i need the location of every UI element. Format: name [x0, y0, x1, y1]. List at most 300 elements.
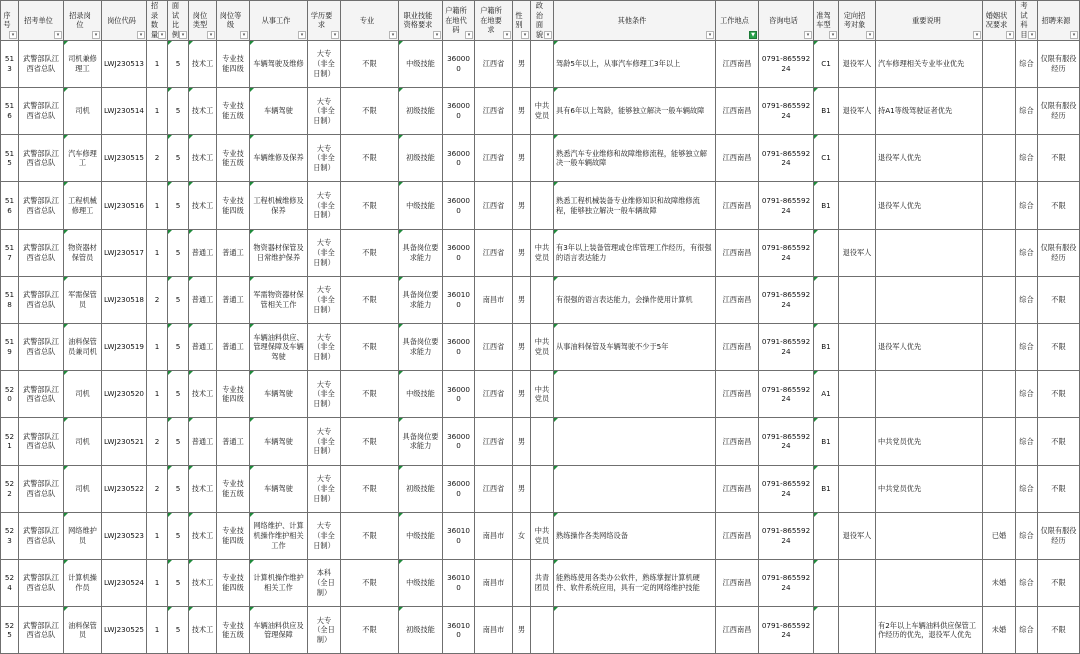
cell-edu[interactable]: 大专（全日制） — [308, 607, 341, 654]
cell-post[interactable]: 油料保管员兼司机 — [64, 324, 102, 371]
column-header-license[interactable] — [814, 1, 839, 41]
cell-marriage[interactable] — [983, 276, 1016, 323]
cell-seq[interactable]: 513 — [1, 40, 19, 87]
cell-work[interactable]: 车辆驾驶 — [250, 465, 308, 512]
cell-grade[interactable]: 普通工 — [217, 418, 250, 465]
cell-target[interactable] — [839, 371, 876, 418]
cell-edu[interactable]: 大专（非全日制） — [308, 512, 341, 559]
cell-seq[interactable]: 515 — [1, 135, 19, 182]
filter-dropdown-icon[interactable]: ▾ — [433, 31, 441, 39]
table-row[interactable] — [1, 229, 1080, 276]
cell-location[interactable]: 江西南昌 — [716, 512, 759, 559]
cell-target[interactable]: 退役军人 — [839, 88, 876, 135]
cell-code[interactable]: LWJ230522 — [102, 465, 147, 512]
cell-work[interactable]: 网络维护、计算机操作维护相关工作 — [250, 512, 308, 559]
cell-other[interactable]: 从事油料保管及车辆驾驶不少于5年 — [554, 324, 716, 371]
cell-location[interactable]: 江西南昌 — [716, 40, 759, 87]
cell-phone[interactable]: 0791-86559224 — [759, 465, 814, 512]
cell-grade[interactable]: 专业技能四级 — [217, 512, 250, 559]
cell-target[interactable] — [839, 559, 876, 606]
column-header-hukou_region[interactable] — [475, 1, 513, 41]
cell-grade[interactable]: 专业技能五级 — [217, 465, 250, 512]
cell-marriage[interactable] — [983, 40, 1016, 87]
cell-hukou_place[interactable]: 360100 — [443, 276, 475, 323]
cell-note[interactable] — [876, 276, 983, 323]
cell-political[interactable]: 中共党员 — [531, 371, 554, 418]
cell-gender[interactable]: 男 — [513, 418, 531, 465]
cell-ratio[interactable]: 5 — [168, 324, 189, 371]
cell-license[interactable]: C1 — [814, 40, 839, 87]
cell-edu[interactable]: 大专（非全日制） — [308, 465, 341, 512]
cell-unit[interactable]: 武警部队江西省总队 — [19, 465, 64, 512]
cell-marriage[interactable] — [983, 324, 1016, 371]
cell-political[interactable]: 共青团员 — [531, 559, 554, 606]
cell-license[interactable]: C1 — [814, 135, 839, 182]
cell-gender[interactable]: 男 — [513, 324, 531, 371]
cell-code[interactable]: LWJ230524 — [102, 559, 147, 606]
cell-major[interactable]: 不限 — [341, 40, 399, 87]
cell-subject[interactable]: 综合 — [1016, 324, 1038, 371]
cell-edu[interactable]: 大专（非全日制） — [308, 371, 341, 418]
cell-seq[interactable]: 525 — [1, 607, 19, 654]
cell-note[interactable] — [876, 371, 983, 418]
cell-hukou_region[interactable]: 江西省 — [475, 182, 513, 229]
cell-gender[interactable]: 女 — [513, 512, 531, 559]
table-row[interactable] — [1, 40, 1080, 87]
cell-gender[interactable]: 男 — [513, 607, 531, 654]
cell-location[interactable]: 江西南昌 — [716, 229, 759, 276]
cell-skill[interactable]: 具备岗位要求能力 — [399, 324, 443, 371]
cell-location[interactable]: 江西南昌 — [716, 371, 759, 418]
cell-unit[interactable]: 武警部队江西省总队 — [19, 135, 64, 182]
cell-seq[interactable]: 524 — [1, 559, 19, 606]
cell-source[interactable]: 不限 — [1038, 276, 1080, 323]
active-filter-icon[interactable]: ▼ — [749, 31, 757, 39]
cell-ratio[interactable]: 5 — [168, 276, 189, 323]
cell-hukou_place[interactable]: 360000 — [443, 135, 475, 182]
cell-work[interactable]: 军需物资器材保管相关工作 — [250, 276, 308, 323]
cell-major[interactable]: 不限 — [341, 607, 399, 654]
filter-dropdown-icon[interactable]: ▾ — [866, 31, 874, 39]
cell-political[interactable] — [531, 182, 554, 229]
cell-unit[interactable]: 武警部队江西省总队 — [19, 229, 64, 276]
cell-phone[interactable]: 0791-86559224 — [759, 40, 814, 87]
cell-location[interactable]: 江西南昌 — [716, 135, 759, 182]
cell-marriage[interactable] — [983, 182, 1016, 229]
column-header-target[interactable] — [839, 1, 876, 41]
cell-marriage[interactable]: 已婚 — [983, 512, 1016, 559]
cell-marriage[interactable] — [983, 465, 1016, 512]
cell-skill[interactable]: 中级技能 — [399, 182, 443, 229]
filter-dropdown-icon[interactable]: ▾ — [92, 31, 100, 39]
cell-gender[interactable]: 男 — [513, 465, 531, 512]
cell-source[interactable]: 不限 — [1038, 418, 1080, 465]
cell-skill[interactable]: 初级技能 — [399, 465, 443, 512]
cell-work[interactable]: 车辆驾驶 — [250, 371, 308, 418]
column-header-grade[interactable] — [217, 1, 250, 41]
column-header-seq[interactable] — [1, 1, 19, 41]
cell-major[interactable]: 不限 — [341, 229, 399, 276]
cell-seq[interactable]: 523 — [1, 512, 19, 559]
cell-hukou_place[interactable]: 360100 — [443, 559, 475, 606]
cell-skill[interactable]: 初级技能 — [399, 135, 443, 182]
cell-seq[interactable]: 517 — [1, 229, 19, 276]
column-header-major[interactable] — [341, 1, 399, 41]
cell-other[interactable] — [554, 607, 716, 654]
cell-other[interactable]: 有很强的语言表达能力，会操作使用计算机 — [554, 276, 716, 323]
table-row[interactable] — [1, 512, 1080, 559]
cell-political[interactable] — [531, 40, 554, 87]
filter-dropdown-icon[interactable]: ▾ — [9, 31, 17, 39]
cell-phone[interactable]: 0791-86559224 — [759, 135, 814, 182]
cell-ptype[interactable]: 技术工 — [189, 88, 217, 135]
cell-count[interactable]: 1 — [147, 559, 168, 606]
cell-phone[interactable]: 0791-86559224 — [759, 559, 814, 606]
cell-code[interactable]: LWJ230514 — [102, 88, 147, 135]
cell-hukou_place[interactable]: 360100 — [443, 512, 475, 559]
cell-source[interactable]: 不限 — [1038, 135, 1080, 182]
column-header-subject[interactable] — [1016, 1, 1038, 41]
table-row[interactable] — [1, 324, 1080, 371]
cell-work[interactable]: 计算机操作维护相关工作 — [250, 559, 308, 606]
cell-skill[interactable]: 中级技能 — [399, 559, 443, 606]
cell-grade[interactable]: 专业技能四级 — [217, 40, 250, 87]
cell-marriage[interactable] — [983, 371, 1016, 418]
cell-marriage[interactable]: 未婚 — [983, 607, 1016, 654]
column-header-edu[interactable] — [308, 1, 341, 41]
cell-code[interactable]: LWJ230520 — [102, 371, 147, 418]
filter-dropdown-icon[interactable]: ▾ — [389, 31, 397, 39]
filter-dropdown-icon[interactable]: ▾ — [465, 31, 473, 39]
cell-grade[interactable]: 专业技能五级 — [217, 607, 250, 654]
cell-marriage[interactable] — [983, 418, 1016, 465]
cell-ptype[interactable]: 技术工 — [189, 465, 217, 512]
cell-hukou_place[interactable]: 360000 — [443, 418, 475, 465]
cell-license[interactable]: B1 — [814, 418, 839, 465]
column-header-note[interactable] — [876, 1, 983, 41]
cell-source[interactable]: 仅限有服役经历 — [1038, 512, 1080, 559]
cell-work[interactable]: 车辆驾驶 — [250, 88, 308, 135]
cell-unit[interactable]: 武警部队江西省总队 — [19, 324, 64, 371]
cell-other[interactable] — [554, 371, 716, 418]
cell-ratio[interactable]: 5 — [168, 88, 189, 135]
cell-unit[interactable]: 武警部队江西省总队 — [19, 276, 64, 323]
cell-post[interactable]: 工程机械修理工 — [64, 182, 102, 229]
cell-location[interactable]: 江西南昌 — [716, 182, 759, 229]
cell-target[interactable] — [839, 465, 876, 512]
cell-other[interactable]: 能熟练使用各类办公软件，熟练掌握计算机硬件、软件系统应用，具有一定的网络维护技能 — [554, 559, 716, 606]
cell-hukou_region[interactable]: 南昌市 — [475, 607, 513, 654]
cell-ptype[interactable]: 技术工 — [189, 512, 217, 559]
filter-dropdown-icon[interactable]: ▾ — [521, 31, 529, 39]
cell-post[interactable]: 汽车修理工 — [64, 135, 102, 182]
cell-license[interactable]: B1 — [814, 324, 839, 371]
filter-dropdown-icon[interactable]: ▾ — [1028, 31, 1036, 39]
column-header-gender[interactable] — [513, 1, 531, 41]
cell-gender[interactable]: 男 — [513, 276, 531, 323]
cell-edu[interactable]: 大专（非全日制） — [308, 324, 341, 371]
cell-ratio[interactable]: 5 — [168, 607, 189, 654]
cell-political[interactable]: 中共党员 — [531, 229, 554, 276]
cell-seq[interactable]: 516 — [1, 182, 19, 229]
cell-ptype[interactable]: 技术工 — [189, 371, 217, 418]
cell-post[interactable]: 司机 — [64, 418, 102, 465]
cell-hukou_place[interactable]: 360000 — [443, 229, 475, 276]
cell-subject[interactable]: 综合 — [1016, 182, 1038, 229]
cell-major[interactable]: 不限 — [341, 465, 399, 512]
cell-political[interactable] — [531, 607, 554, 654]
cell-location[interactable]: 江西南昌 — [716, 324, 759, 371]
cell-ratio[interactable]: 5 — [168, 465, 189, 512]
column-header-marriage[interactable] — [983, 1, 1016, 41]
cell-political[interactable]: 中共党员 — [531, 512, 554, 559]
cell-code[interactable]: LWJ230516 — [102, 182, 147, 229]
cell-hukou_region[interactable]: 江西省 — [475, 418, 513, 465]
cell-political[interactable]: 中共党员 — [531, 324, 554, 371]
cell-source[interactable]: 不限 — [1038, 182, 1080, 229]
cell-major[interactable]: 不限 — [341, 276, 399, 323]
cell-ptype[interactable]: 技术工 — [189, 607, 217, 654]
cell-edu[interactable]: 大专（非全日制） — [308, 276, 341, 323]
cell-count[interactable]: 1 — [147, 229, 168, 276]
cell-source[interactable]: 不限 — [1038, 324, 1080, 371]
cell-hukou_region[interactable]: 江西省 — [475, 135, 513, 182]
cell-note[interactable]: 中共党员优先 — [876, 418, 983, 465]
cell-grade[interactable]: 专业技能四级 — [217, 182, 250, 229]
cell-phone[interactable]: 0791-86559224 — [759, 324, 814, 371]
cell-license[interactable]: B1 — [814, 88, 839, 135]
cell-hukou_place[interactable]: 360000 — [443, 324, 475, 371]
cell-unit[interactable]: 武警部队江西省总队 — [19, 40, 64, 87]
cell-hukou_place[interactable]: 360000 — [443, 88, 475, 135]
cell-unit[interactable]: 武警部队江西省总队 — [19, 182, 64, 229]
cell-political[interactable] — [531, 418, 554, 465]
cell-post[interactable]: 网络维护员 — [64, 512, 102, 559]
cell-unit[interactable]: 武警部队江西省总队 — [19, 559, 64, 606]
cell-work[interactable]: 工程机械维修及保养 — [250, 182, 308, 229]
cell-license[interactable]: A1 — [814, 371, 839, 418]
filter-dropdown-icon[interactable]: ▾ — [54, 31, 62, 39]
cell-post[interactable]: 计算机操作员 — [64, 559, 102, 606]
cell-edu[interactable]: 大专（非全日制） — [308, 182, 341, 229]
cell-seq[interactable]: 522 — [1, 465, 19, 512]
cell-hukou_place[interactable]: 360000 — [443, 40, 475, 87]
cell-major[interactable]: 不限 — [341, 135, 399, 182]
cell-source[interactable]: 不限 — [1038, 607, 1080, 654]
cell-other[interactable]: 驾龄5年以上，从事汽车修理工3年以上 — [554, 40, 716, 87]
cell-target[interactable] — [839, 324, 876, 371]
cell-count[interactable]: 1 — [147, 371, 168, 418]
cell-edu[interactable]: 本科（全日制） — [308, 559, 341, 606]
filter-dropdown-icon[interactable]: ▾ — [331, 31, 339, 39]
cell-other[interactable]: 熟悉工程机械装备专业维修知识和故障维修流程，能够独立解决一般车辆故障 — [554, 182, 716, 229]
cell-phone[interactable]: 0791-86559224 — [759, 512, 814, 559]
cell-ptype[interactable]: 普通工 — [189, 418, 217, 465]
table-row[interactable] — [1, 607, 1080, 654]
column-header-hukou_place[interactable] — [443, 1, 475, 41]
filter-dropdown-icon[interactable]: ▾ — [973, 31, 981, 39]
cell-post[interactable]: 司机兼修理工 — [64, 40, 102, 87]
table-row[interactable] — [1, 135, 1080, 182]
cell-subject[interactable]: 综合 — [1016, 559, 1038, 606]
cell-count[interactable]: 1 — [147, 607, 168, 654]
cell-count[interactable]: 1 — [147, 512, 168, 559]
cell-other[interactable]: 熟练操作各类网络设备 — [554, 512, 716, 559]
cell-edu[interactable]: 大专（非全日制） — [308, 88, 341, 135]
cell-major[interactable]: 不限 — [341, 88, 399, 135]
cell-other[interactable]: 熟悉汽车专业维修和故障维修流程，能够独立解决一般车辆故障 — [554, 135, 716, 182]
cell-post[interactable]: 司机 — [64, 465, 102, 512]
cell-hukou_place[interactable]: 360000 — [443, 465, 475, 512]
cell-gender[interactable]: 男 — [513, 182, 531, 229]
cell-subject[interactable]: 综合 — [1016, 512, 1038, 559]
cell-count[interactable]: 1 — [147, 40, 168, 87]
cell-skill[interactable]: 初级技能 — [399, 607, 443, 654]
cell-note[interactable]: 退役军人优先 — [876, 135, 983, 182]
cell-hukou_region[interactable]: 江西省 — [475, 324, 513, 371]
cell-phone[interactable]: 0791-86559224 — [759, 371, 814, 418]
cell-phone[interactable]: 0791-86559224 — [759, 88, 814, 135]
cell-post[interactable]: 司机 — [64, 371, 102, 418]
cell-ratio[interactable]: 5 — [168, 182, 189, 229]
cell-phone[interactable]: 0791-86559224 — [759, 607, 814, 654]
cell-hukou_region[interactable]: 江西省 — [475, 465, 513, 512]
cell-hukou_place[interactable]: 360000 — [443, 371, 475, 418]
cell-seq[interactable]: 519 — [1, 324, 19, 371]
cell-count[interactable]: 1 — [147, 88, 168, 135]
table-row[interactable] — [1, 182, 1080, 229]
cell-other[interactable] — [554, 418, 716, 465]
cell-subject[interactable]: 综合 — [1016, 607, 1038, 654]
cell-location[interactable]: 江西南昌 — [716, 88, 759, 135]
cell-note[interactable]: 持A1等级驾驶证者优先 — [876, 88, 983, 135]
cell-target[interactable]: 退役军人 — [839, 229, 876, 276]
cell-major[interactable]: 不限 — [341, 418, 399, 465]
filter-dropdown-icon[interactable]: ▾ — [179, 31, 187, 39]
cell-code[interactable]: LWJ230518 — [102, 276, 147, 323]
cell-ratio[interactable]: 5 — [168, 135, 189, 182]
cell-location[interactable]: 江西南昌 — [716, 276, 759, 323]
cell-ptype[interactable]: 技术工 — [189, 40, 217, 87]
cell-gender[interactable]: 男 — [513, 371, 531, 418]
column-header-source[interactable] — [1038, 1, 1080, 41]
cell-source[interactable]: 仅限有服役经历 — [1038, 40, 1080, 87]
cell-note[interactable] — [876, 512, 983, 559]
cell-location[interactable]: 江西南昌 — [716, 607, 759, 654]
cell-ptype[interactable]: 普通工 — [189, 229, 217, 276]
cell-license[interactable] — [814, 276, 839, 323]
cell-code[interactable]: LWJ230523 — [102, 512, 147, 559]
cell-edu[interactable]: 大专（非全日制） — [308, 40, 341, 87]
cell-ratio[interactable]: 5 — [168, 512, 189, 559]
cell-subject[interactable]: 综合 — [1016, 135, 1038, 182]
cell-seq[interactable]: 520 — [1, 371, 19, 418]
cell-phone[interactable]: 0791-86559224 — [759, 182, 814, 229]
filter-dropdown-icon[interactable]: ▾ — [1070, 31, 1078, 39]
filter-dropdown-icon[interactable]: ▾ — [503, 31, 511, 39]
cell-note[interactable]: 有2年以上车辆油料供应保管工作经历的优先，退役军人优先 — [876, 607, 983, 654]
filter-dropdown-icon[interactable]: ▾ — [207, 31, 215, 39]
cell-skill[interactable]: 具备岗位要求能力 — [399, 276, 443, 323]
filter-dropdown-icon[interactable]: ▾ — [1006, 31, 1014, 39]
cell-code[interactable]: LWJ230525 — [102, 607, 147, 654]
cell-phone[interactable]: 0791-86559224 — [759, 276, 814, 323]
cell-subject[interactable]: 综合 — [1016, 40, 1038, 87]
filter-dropdown-icon[interactable]: ▾ — [804, 31, 812, 39]
cell-seq[interactable]: 521 — [1, 418, 19, 465]
cell-marriage[interactable]: 未婚 — [983, 559, 1016, 606]
cell-marriage[interactable] — [983, 88, 1016, 135]
cell-other[interactable] — [554, 465, 716, 512]
cell-unit[interactable]: 武警部队江西省总队 — [19, 512, 64, 559]
cell-count[interactable]: 2 — [147, 465, 168, 512]
cell-unit[interactable]: 武警部队江西省总队 — [19, 88, 64, 135]
cell-work[interactable]: 车辆维修及保养 — [250, 135, 308, 182]
cell-unit[interactable]: 武警部队江西省总队 — [19, 607, 64, 654]
cell-major[interactable]: 不限 — [341, 559, 399, 606]
cell-location[interactable]: 江西南昌 — [716, 559, 759, 606]
cell-subject[interactable]: 综合 — [1016, 371, 1038, 418]
cell-count[interactable]: 2 — [147, 276, 168, 323]
cell-target[interactable] — [839, 276, 876, 323]
cell-edu[interactable]: 大专（非全日制） — [308, 135, 341, 182]
cell-hukou_region[interactable]: 南昌市 — [475, 276, 513, 323]
table-row[interactable] — [1, 418, 1080, 465]
cell-target[interactable]: 退役军人 — [839, 512, 876, 559]
cell-work[interactable]: 车辆油料供应及管理保障 — [250, 607, 308, 654]
cell-source[interactable]: 仅限有服役经历 — [1038, 88, 1080, 135]
cell-major[interactable]: 不限 — [341, 512, 399, 559]
cell-ptype[interactable]: 技术工 — [189, 182, 217, 229]
cell-unit[interactable]: 武警部队江西省总队 — [19, 371, 64, 418]
filter-dropdown-icon[interactable]: ▾ — [544, 31, 552, 39]
filter-dropdown-icon[interactable]: ▾ — [298, 31, 306, 39]
cell-note[interactable]: 中共党员优先 — [876, 465, 983, 512]
cell-ptype[interactable]: 技术工 — [189, 135, 217, 182]
cell-count[interactable]: 2 — [147, 418, 168, 465]
cell-source[interactable]: 仅限有服役经历 — [1038, 229, 1080, 276]
cell-location[interactable]: 江西南昌 — [716, 418, 759, 465]
cell-location[interactable]: 江西南昌 — [716, 465, 759, 512]
cell-grade[interactable]: 专业技能四级 — [217, 559, 250, 606]
cell-ptype[interactable]: 普通工 — [189, 324, 217, 371]
table-row[interactable] — [1, 465, 1080, 512]
filter-dropdown-icon[interactable]: ▾ — [158, 31, 166, 39]
cell-major[interactable]: 不限 — [341, 371, 399, 418]
cell-license[interactable] — [814, 607, 839, 654]
cell-subject[interactable]: 综合 — [1016, 88, 1038, 135]
cell-subject[interactable]: 综合 — [1016, 276, 1038, 323]
cell-grade[interactable]: 普通工 — [217, 324, 250, 371]
cell-political[interactable]: 中共党员 — [531, 88, 554, 135]
column-header-location[interactable] — [716, 1, 759, 41]
cell-unit[interactable]: 武警部队江西省总队 — [19, 418, 64, 465]
cell-grade[interactable]: 专业技能五级 — [217, 135, 250, 182]
cell-gender[interactable]: 男 — [513, 40, 531, 87]
cell-ratio[interactable]: 5 — [168, 559, 189, 606]
cell-target[interactable]: 退役军人 — [839, 40, 876, 87]
cell-grade[interactable]: 普通工 — [217, 229, 250, 276]
column-header-other[interactable] — [554, 1, 716, 41]
column-header-work[interactable] — [250, 1, 308, 41]
cell-phone[interactable]: 0791-86559224 — [759, 418, 814, 465]
cell-skill[interactable]: 具备岗位要求能力 — [399, 418, 443, 465]
cell-post[interactable]: 军需保管员 — [64, 276, 102, 323]
cell-code[interactable]: LWJ230517 — [102, 229, 147, 276]
cell-hukou_region[interactable]: 南昌市 — [475, 559, 513, 606]
cell-gender[interactable]: 男 — [513, 88, 531, 135]
cell-license[interactable] — [814, 512, 839, 559]
